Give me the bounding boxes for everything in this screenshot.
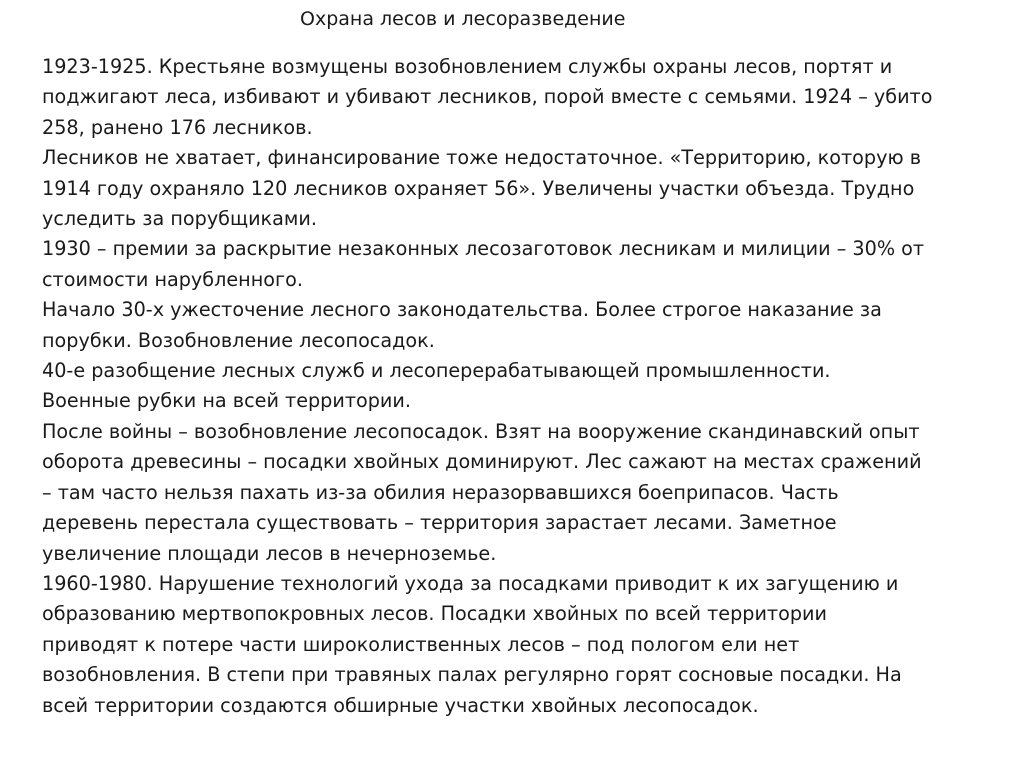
text-line: 1923-1925. Крестьяне возмущены возобновлением службы охраны лесов, портят и — [42, 55, 893, 78]
text-line: приводят к потере части широколиственных лесов – под пологом ели нет — [42, 632, 800, 656]
text-line: деревень перестала существовать – территория зарастает лесами. Заметное — [42, 511, 837, 535]
text-line: оборота древесины – посадки хвойных доминируют. Лес сажают на местах сражений — [42, 450, 922, 474]
text-line: 1960-1980. Нарушение технологий ухода за посадками приводит к их загущению и — [42, 571, 899, 595]
text-line: Начало 30-х ужесточение лесного законодательства. Более строгое наказание за — [42, 298, 882, 322]
text-line: образованию мертвопокровных лесов. Посадки хвойных по всей территории — [42, 602, 827, 626]
text-line: 1930 – премии за раскрытие незаконных лесозаготовок лесникам и милиции – 30% от — [42, 237, 925, 261]
text-line: уследить за порубщиками. — [42, 207, 317, 231]
slide-title: Охрана лесов и лесоразведение — [300, 8, 626, 30]
text-line: возобновления. В степи при травяных палах регулярно горят сосновые посадки. На — [42, 663, 902, 687]
text-line: порубки. Возобновление лесопосадок. — [42, 328, 435, 352]
text-line: увеличение площади лесов в нечерноземье. — [42, 541, 497, 565]
text-line: Военные рубки на всей территории. — [42, 389, 411, 413]
text-line: После войны – возобновление лесопосадок. Взят на вооружение скандинавский опыт — [42, 419, 920, 443]
text-line: стоимости нарубленного. — [42, 267, 303, 291]
text-line: – там часто нельзя пахать из-за обилия неразорвавшихся боеприпасов. Часть — [42, 480, 839, 504]
text-line: Лесников не хватает, финансирование тоже недостаточное. «Территорию, которую в — [42, 146, 921, 170]
text-line: 258, ранено 176 лесников. — [42, 115, 313, 139]
slide-body — [42, 52, 1002, 721]
text-line: 40-е разобщение лесных служб и лесоперерабатывающей промышленности. — [42, 359, 831, 383]
text-line: поджигают леса, избивают и убивают лесников, порой вместе с семьями. 1924 – убито — [42, 85, 933, 109]
text-line: 1914 году охраняло 120 лесников охраняет 56». Увеличены участки объезда. Трудно — [42, 176, 915, 200]
text-line: всей территории создаются обширные участки хвойных лесопосадок. — [42, 693, 759, 717]
